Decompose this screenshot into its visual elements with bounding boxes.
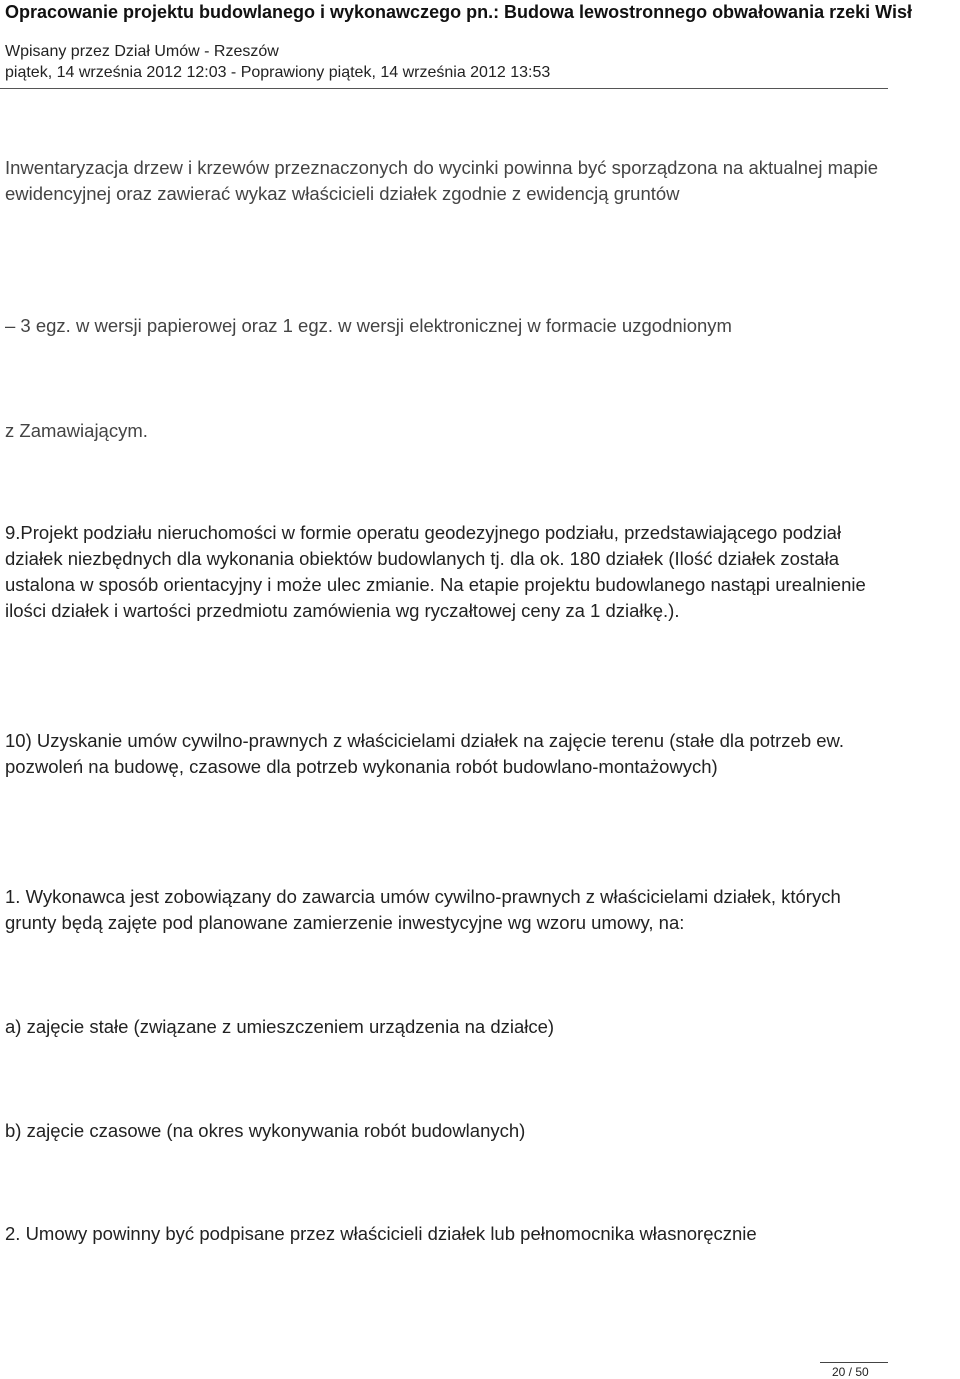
paragraph-point-1: 1. Wykonawca jest zobowiązany do zawarcia umów cywilno-prawnych z właścicielami działek, których grunty będą zajęte pod planowane zamierzenie inwestycyjne wg wzoru umowy, na: [5, 886, 841, 933]
paragraph-item-10: 10) Uzyskanie umów cywilno-prawnych z właścicielami działek na zajęcie terenu (stałe dla potrzeb ew. pozwoleń na budowę, czasowe dla potrzeb wykonania robót budowlano-montażowych) [5, 730, 845, 777]
page-indicator: 20 / 50 [832, 1365, 869, 1379]
dates-line: piątek, 14 września 2012 12:03 - Poprawiony piątek, 14 września 2012 13:53 [5, 64, 551, 81]
paragraph-point-a: a) zajęcie stałe (związane z umieszczeniem urządzenia na działce) [5, 1016, 555, 1037]
paragraph-copies: – 3 egz. w wersji papierowej oraz 1 egz. w wersji elektronicznej w formacie uzgodnionym [5, 315, 732, 336]
header-divider [0, 88, 888, 89]
paragraph-point-b: b) zajęcie czasowe (na okres wykonywania robót budowlanych) [5, 1120, 526, 1141]
paragraph-item-9: 9.Projekt podziału nieruchomości w formie operatu geodezyjnego podziału, przedstawiającego podział działek niezbędnych dla wykonania obiektów budowlanych tj. dla ok. 180 działek (Ilość działek została ustalona w sposób orientacyjny i może ulec zmianie. Na etapie projektu budowlanego nastąpi urealnienie ilości działek i wartości przedmiotu zamówienia wg ryczałtowej ceny za 1 działkę.). [5, 522, 866, 621]
paragraph-zamawiajacy: z Zamawiającym. [5, 420, 148, 441]
page-title: Opracowanie projektu budowlanego i wykonawczego pn.: Budowa lewostronnego obwałowania rzeki Wisł [5, 2, 912, 22]
paragraph-inventory: Inwentaryzacja drzew i krzewów przeznaczonych do wycinki powinna być sporządzona na aktualnej mapie ewidencyjnej oraz zawierać wykaz właścicieli działek zgodnie z ewidencją gruntów [5, 157, 879, 204]
footer-divider [820, 1362, 888, 1363]
paragraph-point-2: 2. Umowy powinny być podpisane przez właścicieli działek lub pełnomocnika własnoręcznie [5, 1223, 757, 1244]
author-line: Wpisany przez Dział Umów - Rzeszów [5, 43, 279, 60]
